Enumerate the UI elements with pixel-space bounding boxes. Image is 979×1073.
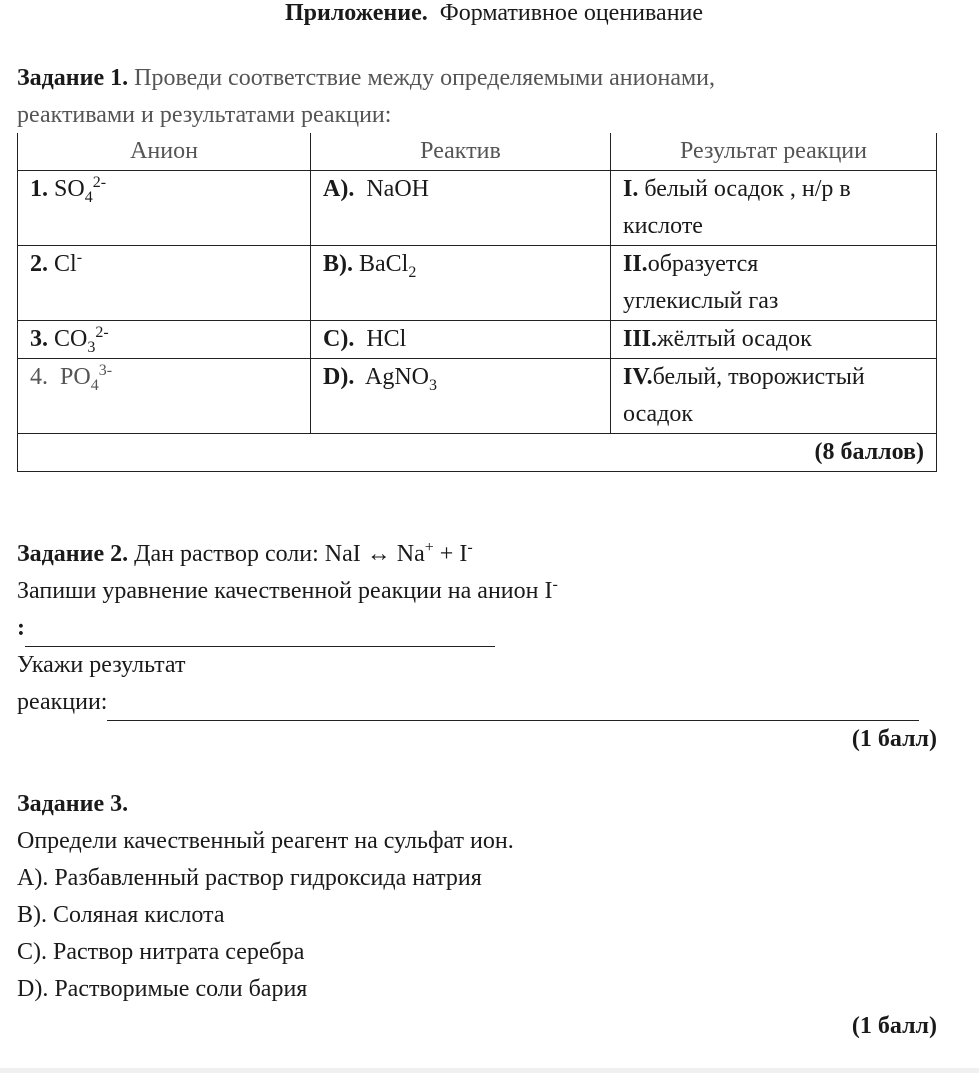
task3-option-a: А). Разбавленный раствор гидроксида натрия: [17, 865, 482, 891]
table-row: [18, 321, 937, 359]
reagent-cell: C). HCl: [311, 321, 611, 359]
points-row: [18, 434, 937, 472]
table-row: [18, 359, 937, 434]
task2-label: Задание 2.: [17, 541, 129, 567]
task1-label: Задание 1.: [17, 65, 129, 91]
task3-points: (1 балл): [851, 1013, 937, 1039]
column-header-result: Результат реакции: [611, 133, 937, 171]
result-cell: I. белый осадок , н/р в кислоте: [611, 171, 937, 246]
anion-cell: 1. $SO_4^{2-}$: [18, 171, 311, 246]
task2-points: (1 балл): [851, 726, 937, 752]
task2-line-2: Запиши уравнение качественной реакции на анион I-: [17, 576, 558, 604]
task3-option-c: С). Раствор нитрата серебра: [17, 939, 305, 965]
table-header-row: [18, 133, 937, 171]
task1-text-2: реактивами и результатами реакции:: [17, 102, 392, 128]
page-header: [17, 0, 971, 32]
header-bold: Приложение.: [284, 0, 428, 26]
bottom-strip: [0, 1068, 979, 1073]
result-cell: II.образуется углекислый газ: [611, 246, 937, 321]
task2-line-3: Укажи результат: [17, 652, 186, 678]
reagent-cell: B). BaCl$_2$: [311, 246, 611, 321]
task2-answer-line-1: :: [17, 610, 937, 647]
reagent-cell: A). NaOH: [311, 171, 611, 246]
header-title: Формативное оценивание: [439, 0, 704, 26]
task1-text-1: Проведи соответствие между определяемыми анионами,: [134, 65, 716, 91]
anion-cell: 2. Cl-: [18, 246, 311, 321]
matching-table: [17, 133, 937, 472]
task2-answer-line-2: реакции:: [17, 684, 937, 721]
result-cell: IV.белый, творожистый осадок: [611, 359, 937, 434]
anion-cell: 4. $PO_4^{3-}$: [18, 359, 311, 434]
result-cell: III.жёлтый осадок: [611, 321, 937, 359]
task2-block: [17, 536, 937, 758]
task3-block: [17, 786, 937, 1045]
task1-heading: [17, 60, 937, 134]
task3-label: Задание 3.: [17, 791, 129, 817]
answer-blank-1[interactable]: [25, 618, 495, 647]
table-row: [18, 246, 937, 321]
answer-blank-2[interactable]: [107, 692, 919, 721]
reagent-cell: D). AgNO$_3$: [311, 359, 611, 434]
task2-line-1: Задание 2. Дан раствор соли: NaI ↔ Na+ + I-: [17, 539, 473, 567]
anion-cell: 3. $CO_3^{2-}$: [18, 321, 311, 359]
column-header-anion: Анион: [18, 133, 311, 171]
task1-points: (8 баллов): [18, 434, 937, 472]
task3-option-b: В). Соляная кислота: [17, 902, 225, 928]
table-row: [18, 171, 937, 246]
task3-question: Определи качественный реагент на сульфат ион.: [17, 828, 514, 854]
column-header-reagent: Реактив: [311, 133, 611, 171]
task3-option-d: D). Растворимые соли бария: [17, 976, 308, 1002]
